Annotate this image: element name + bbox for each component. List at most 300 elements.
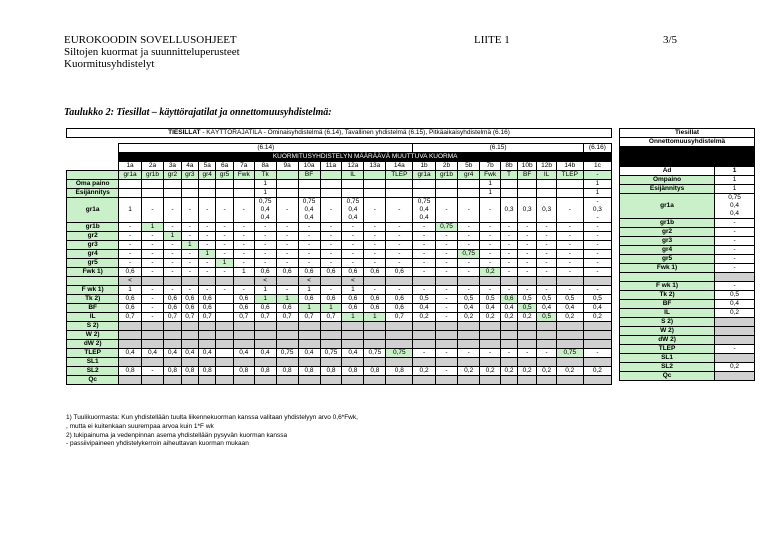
combo-load: IL: [342, 171, 364, 180]
table-cell: 0,2: [501, 313, 518, 322]
table-cell: 0,6: [119, 268, 141, 277]
table-cell: -: [583, 232, 611, 241]
table-cell: -: [480, 286, 501, 295]
table-cell: -: [320, 232, 342, 241]
side-row-value: -: [715, 264, 755, 273]
table-cell: -: [199, 232, 216, 241]
table-cell: 0,6: [233, 295, 254, 304]
table-cell: [233, 322, 254, 331]
table-cell: [537, 180, 556, 189]
side-row-value: 0,75 0,4 0,4: [715, 194, 755, 219]
table-cell: -: [537, 241, 556, 250]
side-row-label: gr2: [620, 228, 715, 237]
table-cell: [141, 340, 163, 349]
table-cell: -: [276, 241, 298, 250]
combo-load: Fwk: [233, 171, 254, 180]
table-cell: -: [386, 259, 413, 268]
table-cell: [537, 358, 556, 367]
side-row: [620, 282, 755, 291]
table-cell: 0,2: [501, 367, 518, 376]
table-row: [67, 286, 612, 295]
table-cell: 0,2: [517, 367, 536, 376]
combo-id: 1c: [583, 162, 611, 171]
table-cell: -: [141, 268, 163, 277]
side-row-value: [715, 273, 755, 282]
table-cell: 0,75 0,4 0,4: [413, 198, 435, 223]
side-row-value: 0,2: [715, 363, 755, 372]
table-row: [67, 277, 612, 286]
table-cell: [583, 358, 611, 367]
table-cell: -: [501, 349, 518, 358]
side-row-label: [620, 273, 715, 282]
table-cell: [501, 322, 518, 331]
side-row-value: -: [715, 237, 755, 246]
footnotes: [66, 414, 358, 449]
combo-id: 9a: [276, 162, 298, 171]
table-cell: [119, 180, 141, 189]
combo-id-blank: [67, 162, 119, 171]
combo-load: -: [583, 171, 611, 180]
table-cell: -: [181, 198, 198, 223]
table-cell: -: [364, 232, 386, 241]
table-cell: [480, 331, 501, 340]
table-cell: -: [435, 259, 457, 268]
table-cell: [199, 180, 216, 189]
table-cell: -: [583, 349, 611, 358]
table-cell: [298, 340, 320, 349]
row-label: dW 2): [67, 340, 119, 349]
combo-id: 8a: [254, 162, 276, 171]
table-cell: [480, 376, 501, 385]
table-row: [67, 250, 612, 259]
row-label: gr1b: [67, 223, 119, 232]
table-cell: [342, 376, 364, 385]
document-subtitle-2: Kuormitusyhdistelyt: [64, 58, 155, 70]
side-row-value: -: [715, 282, 755, 291]
side-row: [620, 345, 755, 354]
table-cell: [298, 376, 320, 385]
combo-load: gr5: [216, 171, 233, 180]
table-cell: [364, 340, 386, 349]
table-cell: [342, 322, 364, 331]
table-cell: [435, 322, 457, 331]
table-cell: [119, 376, 141, 385]
table-cell: [119, 331, 141, 340]
table-cell: -: [458, 232, 480, 241]
table-cell: -: [386, 232, 413, 241]
table-cell: [254, 358, 276, 367]
table-cell: [458, 322, 480, 331]
table-cell: [216, 331, 233, 340]
table-cell: [233, 331, 254, 340]
combo-load: [364, 171, 386, 180]
load-combination-table: [66, 128, 612, 385]
table-cell: 0,4: [298, 349, 320, 358]
table-row: [67, 313, 612, 322]
table-cell: 0,6: [342, 295, 364, 304]
table-cell: 0,2: [413, 367, 435, 376]
side-row-label: SL1: [620, 354, 715, 363]
table-cell: - 0,3 -: [583, 198, 611, 223]
table-cell: [233, 340, 254, 349]
combo-load: TLEP: [386, 171, 413, 180]
table-cell: [233, 358, 254, 367]
table-cell: 1: [364, 313, 386, 322]
table-cell: [276, 189, 298, 198]
table-cell: -: [537, 223, 556, 232]
table-cell: -: [298, 223, 320, 232]
table-cell: [199, 322, 216, 331]
table-cell: 1: [233, 268, 254, 277]
table-cell: [480, 340, 501, 349]
table-cell: [435, 180, 457, 189]
table-cell: [181, 277, 198, 286]
table-caption: Taulukko 2: Tiesillat – käyttörajatilat ja onnettomuusyhdistelmä:: [64, 107, 332, 118]
table-cell: 0,6: [164, 295, 181, 304]
table-cell: [435, 189, 457, 198]
table-cell: 0,2: [517, 313, 536, 322]
side-ad-value: 1: [715, 167, 755, 176]
table-cell: [537, 376, 556, 385]
table-cell: [537, 322, 556, 331]
table-cell: <: [254, 277, 276, 286]
table-cell: [119, 340, 141, 349]
combo-id-row: [67, 162, 612, 171]
table-cell: -: [501, 250, 518, 259]
table-cell: -: [517, 250, 536, 259]
table-cell: [298, 180, 320, 189]
side-row-value: [715, 318, 755, 327]
footnote-1b: , mutta ei kuitenkaan suurempaa arvoa kuin 1*F wk: [66, 422, 214, 430]
table-cell: -: [537, 286, 556, 295]
table-cell: [556, 189, 583, 198]
side-row: [620, 228, 755, 237]
table-cell: 0,4: [342, 349, 364, 358]
table-cell: 0,5: [537, 313, 556, 322]
side-row-label: Tk 2): [620, 291, 715, 300]
table-cell: 0,75: [458, 250, 480, 259]
appendix-label: LIITE 1: [474, 34, 510, 46]
table-cell: [199, 331, 216, 340]
table-cell: -: [537, 259, 556, 268]
side-row-value: [715, 327, 755, 336]
table-cell: 0,4: [233, 349, 254, 358]
table-row: [67, 358, 612, 367]
table-cell: -: [141, 198, 163, 223]
table-cell: 1: [254, 180, 276, 189]
table-cell: [480, 358, 501, 367]
table-cell: 0,6: [276, 268, 298, 277]
table-cell: -: [181, 223, 198, 232]
table-cell: 0,7: [199, 313, 216, 322]
table-cell: -: [216, 223, 233, 232]
table-cell: -: [583, 241, 611, 250]
table-cell: [199, 340, 216, 349]
table-cell: [216, 189, 233, 198]
combo-id: 7b: [480, 162, 501, 171]
side-row-label: gr5: [620, 255, 715, 264]
table-cell: -: [298, 259, 320, 268]
table-cell: 0,8: [233, 367, 254, 376]
table-cell: 1: [254, 189, 276, 198]
footnote-2: 2) tukipainuma ja vedenpinnan asema yhdistellään pysyvän kuorman kanssa: [66, 431, 288, 439]
side-ad-row: [620, 167, 755, 176]
table-cell: -: [386, 198, 413, 223]
table-cell: [517, 331, 536, 340]
row-label: F wk 1): [67, 286, 119, 295]
table-cell: -: [164, 259, 181, 268]
row-label: gr3: [67, 241, 119, 250]
table-cell: -: [537, 349, 556, 358]
document-subtitle: Siltojen kuormat ja suunnitteluperusteet: [64, 46, 240, 58]
table-cell: [342, 358, 364, 367]
table-cell: [320, 322, 342, 331]
table-cell: -: [199, 241, 216, 250]
table-cell: [342, 340, 364, 349]
table-cell: 0,75: [364, 349, 386, 358]
side-row-label: BF: [620, 300, 715, 309]
table-cell: -: [141, 241, 163, 250]
table-cell: 1: [181, 241, 198, 250]
table-cell: -: [320, 223, 342, 232]
table-cell: 0,3: [537, 198, 556, 223]
table-cell: [199, 358, 216, 367]
table-cell: [501, 340, 518, 349]
table-cell: -: [216, 198, 233, 223]
table-cell: [199, 277, 216, 286]
combo-id: 1a: [119, 162, 141, 171]
combo-id: 5b: [458, 162, 480, 171]
table-cell: -: [216, 241, 233, 250]
table-cell: [517, 376, 536, 385]
combo-load: gr4: [458, 171, 480, 180]
table-cell: 0,7: [386, 313, 413, 322]
table-cell: 0,4: [501, 304, 518, 313]
table-cell: -: [480, 198, 501, 223]
table-cell: 0,6: [254, 268, 276, 277]
table-cell: -: [413, 223, 435, 232]
table-cell: [181, 340, 198, 349]
table-cell: 0,2: [480, 313, 501, 322]
row-label: Qc: [67, 376, 119, 385]
table-cell: [501, 358, 518, 367]
side-row: [620, 363, 755, 372]
combo-id: 2a: [141, 162, 163, 171]
table-cell: -: [501, 259, 518, 268]
side-row: [620, 309, 755, 318]
table-cell: [458, 376, 480, 385]
table-cell: -: [517, 259, 536, 268]
kuorma-blank: [67, 153, 119, 162]
table-cell: [342, 180, 364, 189]
table-cell: -: [216, 268, 233, 277]
side-row-value: 0,2: [715, 309, 755, 318]
table-cell: -: [556, 241, 583, 250]
table-cell: 0,2: [480, 367, 501, 376]
table-cell: -: [517, 349, 536, 358]
row-label: W 2): [67, 331, 119, 340]
table-cell: [386, 277, 413, 286]
side-row-value: [715, 336, 755, 345]
side-row-label: gr1a: [620, 194, 715, 219]
table-cell: [119, 189, 141, 198]
table-row: [67, 304, 612, 313]
table-cell: [164, 180, 181, 189]
table-cell: 0,2: [480, 268, 501, 277]
table-cell: -: [435, 268, 457, 277]
table-cell: 0,7: [233, 313, 254, 322]
side-row-label: Esijännitys: [620, 185, 715, 194]
table-cell: [164, 340, 181, 349]
table-cell: -: [320, 198, 342, 223]
combo-id: 12a: [342, 162, 364, 171]
table-cell: 0,6: [320, 295, 342, 304]
table-cell: [501, 180, 518, 189]
table-cell: -: [276, 223, 298, 232]
table-cell: -: [480, 349, 501, 358]
table-cell: [276, 376, 298, 385]
table-cell: [119, 322, 141, 331]
table-row: [67, 367, 612, 376]
table-cell: [164, 331, 181, 340]
table-cell: 1: [480, 189, 501, 198]
side-row-label: dW 2): [620, 336, 715, 345]
table-cell: [583, 322, 611, 331]
table-cell: -: [164, 198, 181, 223]
combo-load: gr1a: [413, 171, 435, 180]
row-label: Esijännitys: [67, 189, 119, 198]
table-cell: -: [276, 232, 298, 241]
row-label: SL2: [67, 367, 119, 376]
table-cell: 0,2: [458, 313, 480, 322]
combo-load: Fwk: [480, 171, 501, 180]
side-row-value: 0,4: [715, 300, 755, 309]
table-cell: <: [342, 277, 364, 286]
combo-load-blank: [67, 171, 119, 180]
table-cell: 0,4: [556, 304, 583, 313]
side-row-label: gr3: [620, 237, 715, 246]
table-cell: 0,5: [537, 295, 556, 304]
table-cell: -: [164, 241, 181, 250]
table-cell: [298, 322, 320, 331]
side-row-value: -: [715, 255, 755, 264]
row-label: Tk 2): [67, 295, 119, 304]
table-cell: -: [435, 198, 457, 223]
table-cell: 0,7: [119, 313, 141, 322]
table-cell: [413, 331, 435, 340]
table-cell: 0,8: [276, 367, 298, 376]
table-cell: 0,6: [342, 304, 364, 313]
table-cell: -: [413, 268, 435, 277]
combo-id: 2b: [435, 162, 457, 171]
table-cell: -: [233, 286, 254, 295]
table-cell: 1: [276, 295, 298, 304]
table-cell: [141, 358, 163, 367]
table-cell: [181, 322, 198, 331]
table-cell: -: [320, 259, 342, 268]
table-row: [67, 295, 612, 304]
group-blank: [67, 144, 119, 153]
table-cell: 1: [342, 313, 364, 322]
table-cell: -: [181, 268, 198, 277]
table-cell: 0,2: [583, 313, 611, 322]
table-cell: -: [413, 250, 435, 259]
combo-id: 11a: [320, 162, 342, 171]
group-row: [67, 144, 612, 153]
combo-id: 12b: [537, 162, 556, 171]
table-cell: [181, 331, 198, 340]
table-cell: [458, 180, 480, 189]
table-cell: -: [435, 295, 457, 304]
row-label: gr4: [67, 250, 119, 259]
side-row: [620, 318, 755, 327]
table-cell: [320, 376, 342, 385]
table-cell: 0,8: [254, 367, 276, 376]
side-row-label: F wk 1): [620, 282, 715, 291]
table-cell: [435, 331, 457, 340]
table-cell: -: [583, 259, 611, 268]
table-cell: [413, 322, 435, 331]
table-cell: 1: [254, 295, 276, 304]
table-cell: 1: [298, 304, 320, 313]
table-cell: [320, 277, 342, 286]
table-cell: [386, 340, 413, 349]
table-cell: 0,5: [583, 295, 611, 304]
table-cell: [458, 340, 480, 349]
table-cell: [537, 277, 556, 286]
table-cell: 0,2: [413, 313, 435, 322]
row-label: SL1: [67, 358, 119, 367]
table-cell: -: [119, 250, 141, 259]
side-title: Tiesillat: [620, 129, 755, 138]
table-cell: 0,75: [556, 349, 583, 358]
table-cell: [556, 331, 583, 340]
side-row-value: 1: [715, 176, 755, 185]
side-row: [620, 264, 755, 273]
table-cell: -: [181, 232, 198, 241]
kuorma-row: [67, 153, 612, 162]
group-label: (6.15): [413, 144, 583, 153]
row-label: Oma paino: [67, 180, 119, 189]
side-row: [620, 336, 755, 345]
table-cell: -: [480, 259, 501, 268]
row-label: BF: [67, 304, 119, 313]
table-cell: 0,7: [298, 313, 320, 322]
table-cell: 0,4: [537, 304, 556, 313]
table-cell: [583, 376, 611, 385]
table-cell: -: [501, 241, 518, 250]
table-cell: 1: [119, 286, 141, 295]
combo-id: 6a: [216, 162, 233, 171]
table-cell: [556, 340, 583, 349]
table-cell: 1: [216, 259, 233, 268]
table-cell: [517, 277, 536, 286]
document-title: EUROKOODIN SOVELLUSOHJEET: [64, 34, 237, 46]
table-cell: -: [458, 349, 480, 358]
table-cell: [364, 331, 386, 340]
side-row: [620, 255, 755, 264]
row-label: TLEP: [67, 349, 119, 358]
table-cell: -: [254, 250, 276, 259]
combo-load: TLEP: [556, 171, 583, 180]
combo-load: gr2: [164, 171, 181, 180]
table-cell: 0,3: [501, 198, 518, 223]
table-cell: 0,6: [386, 295, 413, 304]
row-label: gr2: [67, 232, 119, 241]
table-cell: -: [276, 286, 298, 295]
combo-id: 14a: [386, 162, 413, 171]
table-cell: 0,2: [556, 367, 583, 376]
